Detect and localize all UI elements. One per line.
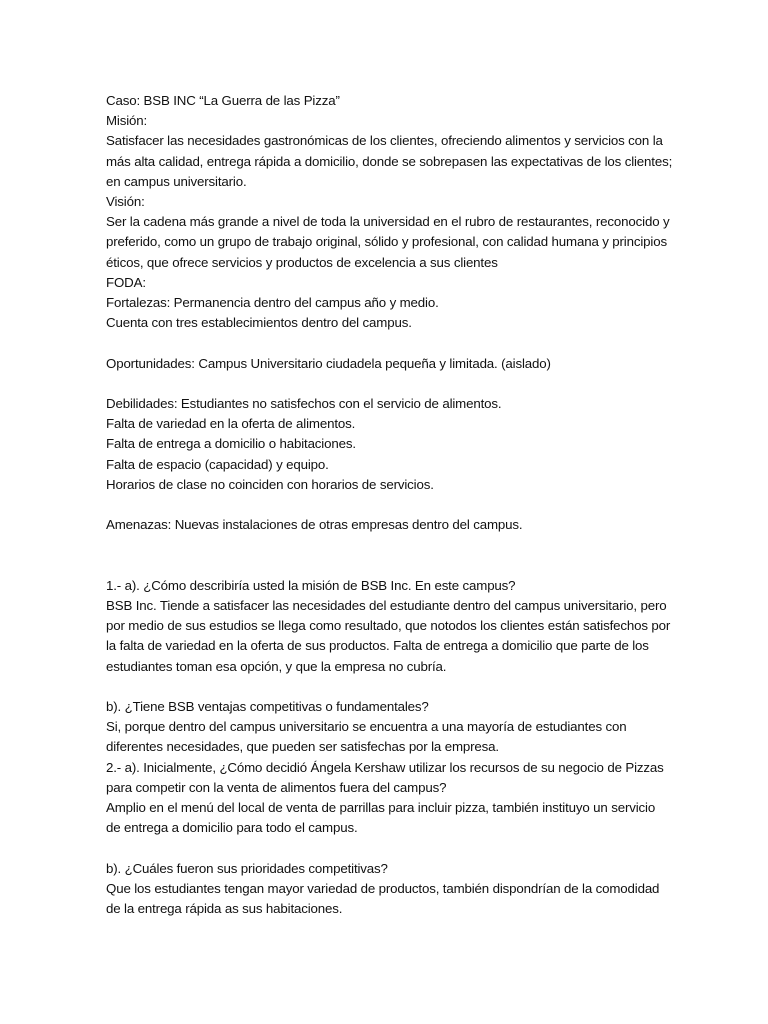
vision-text-line: Ser la cadena más grande a nivel de toda la universidad en el rubro de restaurantes, reconocido y — [106, 214, 670, 230]
answer-2b-line: Que los estudiantes tengan mayor variedad de productos, también dispondrían de la comodidad — [106, 880, 660, 896]
strengths-line: Cuenta con tres establecimientos dentro del campus. — [106, 315, 412, 331]
weaknesses-line: Debilidades: Estudiantes no satisfechos con el servicio de alimentos. — [106, 396, 502, 412]
blank-line — [106, 556, 666, 576]
mission-text-line: más alta calidad, entrega rápida a domicilio, donde se sobrepasen las expectativas de los clientes; — [106, 153, 673, 169]
threats-line: Amenazas: Nuevas instalaciones de otras empresas dentro del campus. — [106, 517, 523, 533]
weaknesses-line: Falta de entrega a domicilio o habitaciones. — [106, 436, 356, 452]
answer-2a-line: de entrega a domicilio para todo el campus. — [106, 820, 358, 836]
foda-heading: FODA: — [106, 274, 146, 290]
vision-text-line: preferido, como un grupo de trabajo original, sólido y profesional, con calidad humana y principios — [106, 234, 667, 250]
mission-text-line: Satisfacer las necesidades gastronómicas de los clientes, ofreciendo alimentos y servicios con la — [106, 133, 663, 149]
weaknesses-line: Falta de espacio (capacidad) y equipo. — [106, 456, 329, 472]
question-1b: b). ¿Tiene BSB ventajas competitivas o fundamentales? — [106, 699, 429, 714]
blank-line — [106, 677, 666, 697]
strengths-line: Fortalezas: Permanencia dentro del campus año y medio. — [106, 295, 439, 311]
answer-1a-line: la falta de variedad en la oferta de sus productos. Falta de entrega a domicilio que parte de los — [106, 638, 649, 654]
blank-line — [106, 374, 666, 394]
answer-1b-line: diferentes necesidades, que pueden ser satisfechas por la empresa. — [106, 739, 499, 755]
answer-2a-line: Amplio en el menú del local de venta de parrillas para incluir pizza, también instituyo un servicio — [106, 800, 656, 816]
blank-line — [106, 495, 666, 515]
blank-line — [106, 838, 666, 858]
vision-text-line: éticos, que ofrece servicios y productos de excelencia a sus clientes — [106, 254, 498, 270]
question-2a: para competir con la venta de alimentos fuera del campus? — [106, 779, 447, 795]
case-title: Caso: BSB INC “La Guerra de las Pizza” — [106, 93, 340, 108]
vision-heading: Visión: — [106, 194, 145, 210]
opportunities-line: Oportunidades: Campus Universitario ciudadela pequeña y limitada. (aislado) — [106, 355, 551, 371]
question-1a: 1.- a). ¿Cómo describiría usted la misión de BSB Inc. En este campus? — [106, 577, 516, 593]
mission-heading: Misión: — [106, 113, 148, 129]
answer-2b-line: de la entrega rápida as sus habitaciones. — [106, 901, 343, 917]
weaknesses-line: Falta de variedad en la oferta de alimentos. — [106, 416, 356, 432]
document-body — [106, 91, 673, 919]
question-2a: 2.- a). Inicialmente, ¿Cómo decidió Ángela Kershaw utilizar los recursos de su negocio de Pizzas — [106, 759, 664, 775]
blank-line — [106, 535, 666, 555]
mission-text-line: en campus universitario. — [106, 173, 247, 189]
answer-1b-line: Si, porque dentro del campus universitario se encuentra a una mayoría de estudiantes con — [106, 719, 627, 735]
question-2b: b). ¿Cuáles fueron sus prioridades competitivas? — [106, 860, 388, 876]
answer-1a-line: BSB Inc. Tiende a satisfacer las necesidades del estudiante dentro del campus universitario, pero — [106, 598, 667, 613]
answer-1a-line: por medio de sus estudios se llega como resultado, que notodos los clientes están satisfechos por — [106, 618, 671, 634]
blank-line — [106, 333, 666, 353]
answer-1a-line: estudiantes toman esa opción, y que la empresa no cubría. — [106, 658, 447, 674]
weaknesses-line: Horarios de clase no coinciden con horarios de servicios. — [106, 476, 434, 492]
